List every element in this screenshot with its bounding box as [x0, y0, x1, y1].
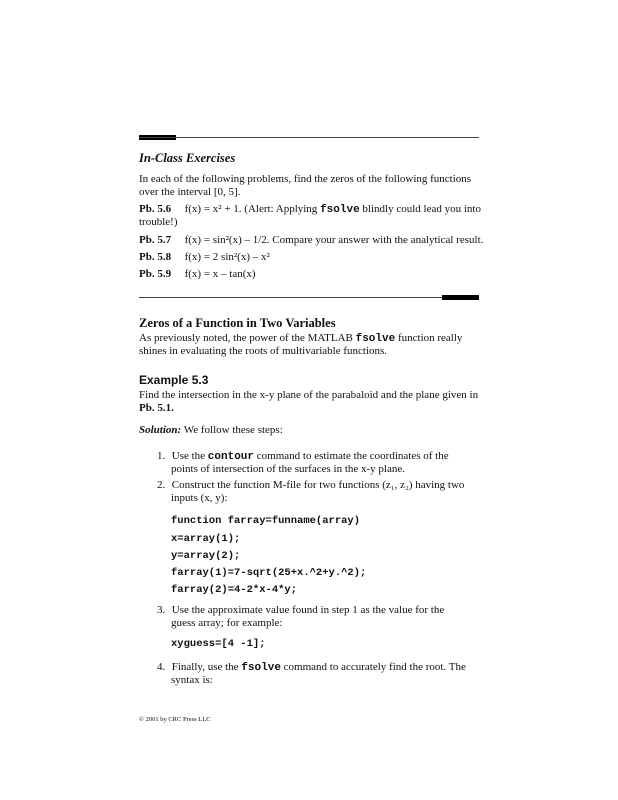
pb-5-9 [139, 267, 256, 281]
code-line-4: farray(1)=7-sqrt(25+x.^2+y.^2); [171, 567, 367, 579]
guess-code: xyguess=[4 -1]; [171, 638, 266, 650]
pb-5-7 [139, 233, 483, 247]
zeros-heading: Zeros of a Function in Two Variables [139, 316, 336, 330]
code-line-5: farray(2)=4-2*x-4*y; [171, 584, 298, 596]
step-3-line1: Use the approximate value found in step 1 as the value for the [171, 604, 445, 616]
code-line-3: y=array(2); [171, 550, 241, 562]
step-4-a: Finally, use the [171, 661, 242, 673]
exercises-intro-line2: over the interval [0, 5]. [139, 186, 241, 198]
step-2-line1: Construct the function M-file for two functions (z₁, z₂) having two [171, 479, 465, 491]
box-bottom-rule [139, 297, 479, 298]
example-heading: Example 5.3 [139, 373, 209, 387]
box-bottom-rule-block [442, 295, 479, 300]
example-line1: Find the intersection in the x-y plane of the parabaloid and the plane given in [139, 389, 479, 401]
step-1-cmd: contour [207, 451, 255, 463]
solution-text: We follow these steps: [181, 424, 283, 436]
pb-5-6-label: Pb. 5.6 [139, 203, 172, 215]
pb-5-6-rest: blindly could lead you into [359, 203, 481, 215]
step-1-num: 1. [157, 450, 166, 462]
step-2-num: 2. [157, 479, 166, 491]
pb-5-8-text: f(x) = 2 sin²(x) – x² [184, 251, 270, 263]
step-4-b: command to accurately find the root. The [280, 661, 466, 673]
exercises-intro-line1: In each of the following problems, find the zeros of the following functions [139, 173, 472, 185]
zeros-line1-b: function really [395, 332, 463, 344]
step-1-a: Use the [171, 450, 208, 462]
copyright-footer: © 2001 by CRC Press LLC [139, 716, 211, 723]
pb-5-9-text: f(x) = x – tan(x) [184, 268, 256, 280]
pb-5-9-label: Pb. 5.9 [139, 268, 172, 280]
zeros-line2: shines in evaluating the roots of multivariable functions. [139, 345, 388, 357]
step-1-b: command to estimate the coordinates of the [254, 450, 449, 462]
pb-5-7-text: f(x) = sin²(x) – 1/2. Compare your answer with the analytical result. [184, 234, 484, 246]
top-rule [139, 137, 479, 138]
pb-5-6-text: f(x) = x² + 1. (Alert: Applying [184, 203, 321, 215]
code-line-2: x=array(1); [171, 533, 241, 545]
step-2 [157, 478, 464, 492]
solution-label: Solution: [139, 424, 182, 436]
pb-5-6 [139, 202, 481, 217]
pb-5-6-cmd: fsolve [320, 204, 360, 216]
step-4-cmd: fsolve [241, 662, 281, 674]
step-3-num: 3. [157, 604, 166, 616]
step-3-line2: guess array; for example: [171, 617, 283, 629]
step-3 [157, 603, 444, 617]
pb-5-8-label: Pb. 5.8 [139, 251, 172, 263]
pb-5-8 [139, 250, 270, 264]
example-line2: Pb. 5.1. [139, 402, 174, 414]
pb-5-6-line2: trouble!) [139, 216, 178, 228]
step-4-num: 4. [157, 661, 166, 673]
exercises-heading: In-Class Exercises [139, 151, 236, 165]
step-1-line2: points of intersection of the surfaces in the x-y plane. [171, 463, 405, 475]
code-line-1: function farray=funname(array) [171, 515, 361, 527]
zeros-line1-a: As previously noted, the power of the MATLAB [139, 332, 356, 344]
step-2-line2: inputs (x, y): [171, 492, 228, 504]
pb-5-7-label: Pb. 5.7 [139, 234, 172, 246]
solution-line [139, 423, 283, 437]
step-4-line2: syntax is: [171, 674, 213, 686]
zeros-line1-cmd: fsolve [355, 333, 396, 345]
